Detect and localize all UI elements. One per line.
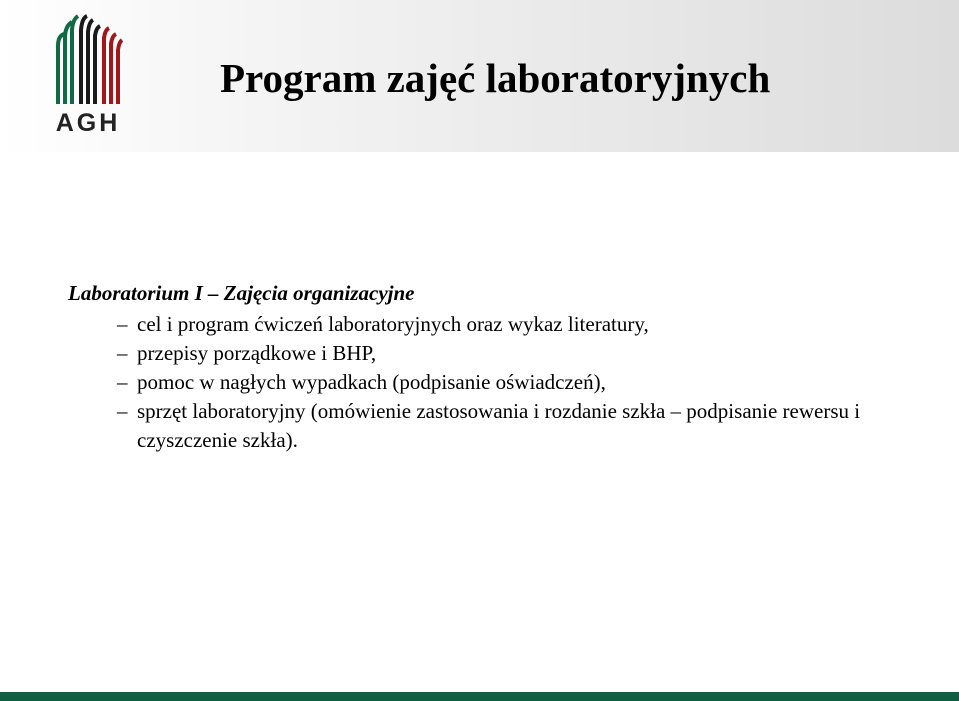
dash-bullet-icon: –	[117, 370, 128, 394]
agh-logo-icon	[52, 14, 124, 106]
slide-content	[68, 279, 928, 455]
list-item	[68, 397, 928, 455]
slide-title: Program zajęć laboratoryjnych	[220, 55, 771, 101]
section-heading: Laboratorium I – Zajęcia organizacyjne	[68, 281, 415, 305]
list-item	[68, 339, 928, 368]
list-item-text: pomoc w nagłych wypadkach (podpisanie oświadczeń),	[137, 370, 606, 394]
logo-text: AGH	[55, 109, 121, 137]
agh-logo	[52, 14, 124, 138]
dash-bullet-icon: –	[117, 341, 128, 365]
list-item	[68, 368, 928, 397]
dash-bullet-icon: –	[117, 399, 128, 423]
list-item-text: przepisy porządkowe i BHP,	[137, 341, 377, 365]
list-item	[68, 310, 928, 339]
bullet-list	[68, 310, 928, 455]
list-item-text: sprzęt laboratoryjny (omówienie zastosowania i rozdanie szkła – podpisanie rewersu i czyszczenie szkła).	[137, 399, 861, 452]
list-item-text: cel i program ćwiczeń laboratoryjnych oraz wykaz literatury,	[137, 312, 649, 336]
dash-bullet-icon: –	[117, 312, 128, 336]
footer-line	[0, 692, 959, 701]
